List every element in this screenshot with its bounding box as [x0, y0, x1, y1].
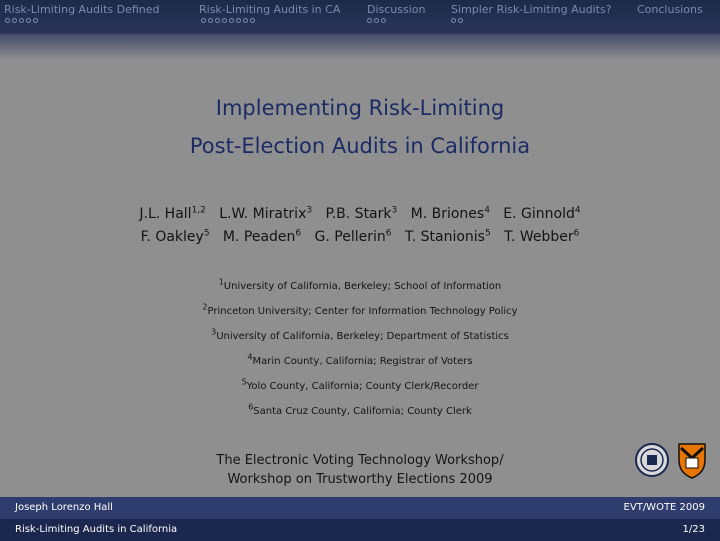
affiliation-number: 1 — [218, 277, 224, 287]
affiliation-number: 4 — [247, 352, 253, 362]
affiliation-number: 5 — [241, 377, 247, 387]
author-name: T. Stanionis — [404, 229, 485, 245]
header-gradient-band — [0, 34, 720, 60]
author-affiliation-mark: 1,2 — [191, 205, 206, 216]
affiliation-text: University of California, Berkeley; School of Information — [223, 281, 502, 292]
author-name: F. Oakley — [140, 229, 204, 245]
nav-section-conclusions[interactable]: Conclusions — [637, 3, 703, 16]
nav-section-defined[interactable]: Risk-Limiting Audits Defined — [4, 3, 160, 16]
nav-dots-defined[interactable] — [5, 18, 38, 23]
author-affiliation-mark: 4 — [574, 205, 581, 216]
affiliation-text: Marin County, California; Registrar of Voters — [252, 356, 473, 367]
footer-bottom-bar — [0, 519, 720, 541]
author-name: M. Briones — [410, 206, 485, 222]
author-name: J.L. Hall — [139, 206, 192, 222]
author-name: T. Webber — [504, 229, 574, 245]
nav-dots-simpler[interactable] — [451, 18, 463, 23]
page-number: 1/23 — [682, 524, 705, 535]
affiliation-text: Princeton University; Center for Information Technology Policy — [207, 306, 518, 317]
affiliation-number: 6 — [248, 402, 254, 412]
affiliation-text: Yolo County, California; County Clerk/Recorder — [246, 381, 479, 392]
princeton-shield-icon — [677, 440, 707, 480]
affiliation-number: 2 — [202, 302, 208, 312]
author-name: G. Pellerin — [314, 229, 386, 245]
affiliation-item — [0, 377, 720, 392]
event-line-2: Workshop on Trustworthy Elections 2009 — [227, 472, 493, 487]
affiliation-item — [0, 302, 720, 317]
nav-dots-discussion[interactable] — [367, 18, 386, 23]
nav-section-in-ca[interactable]: Risk-Limiting Audits in CA — [199, 3, 341, 16]
section-navigation — [0, 0, 720, 34]
author-row-1 — [0, 206, 720, 222]
affiliation-item — [0, 327, 720, 342]
affiliation-item — [0, 352, 720, 367]
author-row-2 — [0, 229, 720, 245]
nav-section-discussion[interactable]: Discussion — [367, 3, 426, 16]
footer-conference: EVT/WOTE 2009 — [623, 502, 705, 513]
affiliation-number: 3 — [211, 327, 217, 337]
author-name: E. Ginnold — [503, 206, 575, 222]
nav-dots-in-ca[interactable] — [201, 18, 255, 23]
author-affiliation-mark: 4 — [484, 205, 490, 216]
nav-section-simpler[interactable]: Simpler Risk-Limiting Audits? — [451, 3, 612, 16]
berkeley-seal-icon — [634, 440, 670, 480]
slide-title-line-1: Implementing Risk-Limiting — [215, 96, 505, 120]
affiliation-text: University of California, Berkeley; Department of Statistics — [216, 331, 509, 342]
author-affiliation-mark: 6 — [573, 228, 580, 239]
author-name: P.B. Stark — [325, 206, 392, 222]
slide-title-line-2: Post-Election Audits in California — [189, 134, 531, 158]
author-affiliation-mark: 3 — [391, 205, 398, 216]
author-affiliation-mark: 3 — [306, 205, 313, 216]
footer-top-bar — [0, 497, 720, 519]
affiliation-text: Santa Cruz County, California; County Clerk — [253, 406, 472, 417]
footer-short-title: Risk-Limiting Audits in California — [15, 524, 178, 535]
author-name: L.W. Miratrix — [219, 206, 307, 222]
affiliation-item — [0, 277, 720, 292]
affiliation-item — [0, 402, 720, 417]
author-affiliation-mark: 5 — [484, 228, 491, 239]
footer-author: Joseph Lorenzo Hall — [15, 502, 113, 513]
event-line-1: The Electronic Voting Technology Workshop/ — [216, 453, 504, 468]
author-affiliation-mark: 5 — [203, 228, 210, 239]
author-name: M. Peaden — [222, 229, 296, 245]
author-affiliation-mark: 6 — [385, 228, 392, 239]
author-affiliation-mark: 6 — [295, 228, 302, 239]
